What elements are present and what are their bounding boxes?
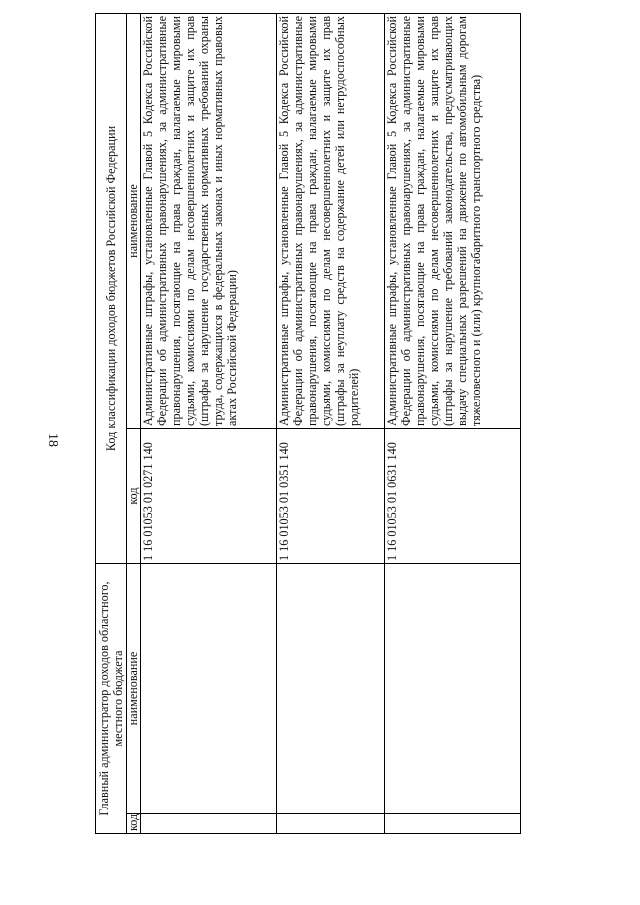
- income-name-header: наименование: [127, 14, 141, 429]
- income-code-cell: 1 16 01053 01 0271 140: [141, 429, 277, 564]
- income-code-cell: 1 16 01053 01 0631 140: [385, 429, 521, 564]
- table-row: [385, 14, 521, 834]
- budget-classification-table: [95, 13, 521, 834]
- admin-header-cell: Главный администратор доходов областного, местного бюджета: [96, 564, 127, 834]
- table-header-row-1: [96, 14, 127, 834]
- table-row: [277, 14, 385, 834]
- admin-code-cell: [385, 814, 521, 834]
- admin-name-cell: [141, 564, 277, 814]
- admin-code-cell: [277, 814, 385, 834]
- admin-name-cell: [385, 564, 521, 814]
- admin-code-header: код: [127, 814, 141, 834]
- rotated-table-container: [95, 14, 541, 834]
- admin-code-cell: [141, 814, 277, 834]
- admin-name-cell: [277, 564, 385, 814]
- income-name-cell: Административные штрафы, установленные Главой 5 Кодекса Российской Федерации об административных правонарушениях, за административные правонарушения, посягающие на права граждан, налагаемые мировыми судьями, комиссиями по делам несовершеннолетних и защите их прав (штрафы за нарушение требований законодательства, предусматривающих выдачу специальных разрешений на движение по автомобильным дорогам тяжеловесного и (или) крупногабаритного транспортного средства): [385, 14, 521, 429]
- income-code-cell: 1 16 01053 01 0351 140: [277, 429, 385, 564]
- admin-name-header: наименование: [127, 564, 141, 814]
- income-name-cell: Административные штрафы, установленные Главой 5 Кодекса Российской Федерации об административных правонарушениях, за административные правонарушения, посягающие на права граждан, налагаемые мировыми судьями, комиссиями по делам несовершеннолетних и защите их прав (штрафы за неуплату средств на содержание детей или нетрудоспособных родителей): [277, 14, 385, 429]
- table-row: [141, 14, 277, 834]
- page-number: 18: [45, 433, 60, 447]
- income-name-cell: Административные штрафы, установленные Главой 5 Кодекса Российской Федерации об административных правонарушениях, за административные правонарушения, посягающие на права граждан, налагаемые мировыми судьями, комиссиями по делам несовершеннолетних и защите их прав (штрафы за нарушение государственных нормативных требований охраны труда, содержащихся в федеральных законах и иных нормативных правовых актах Российской Федерации): [141, 14, 277, 429]
- income-code-header: код: [127, 429, 141, 564]
- classification-header-cell: Код классификации доходов бюджетов Российской Федерации: [96, 14, 127, 564]
- table-header-row-2: [127, 14, 141, 834]
